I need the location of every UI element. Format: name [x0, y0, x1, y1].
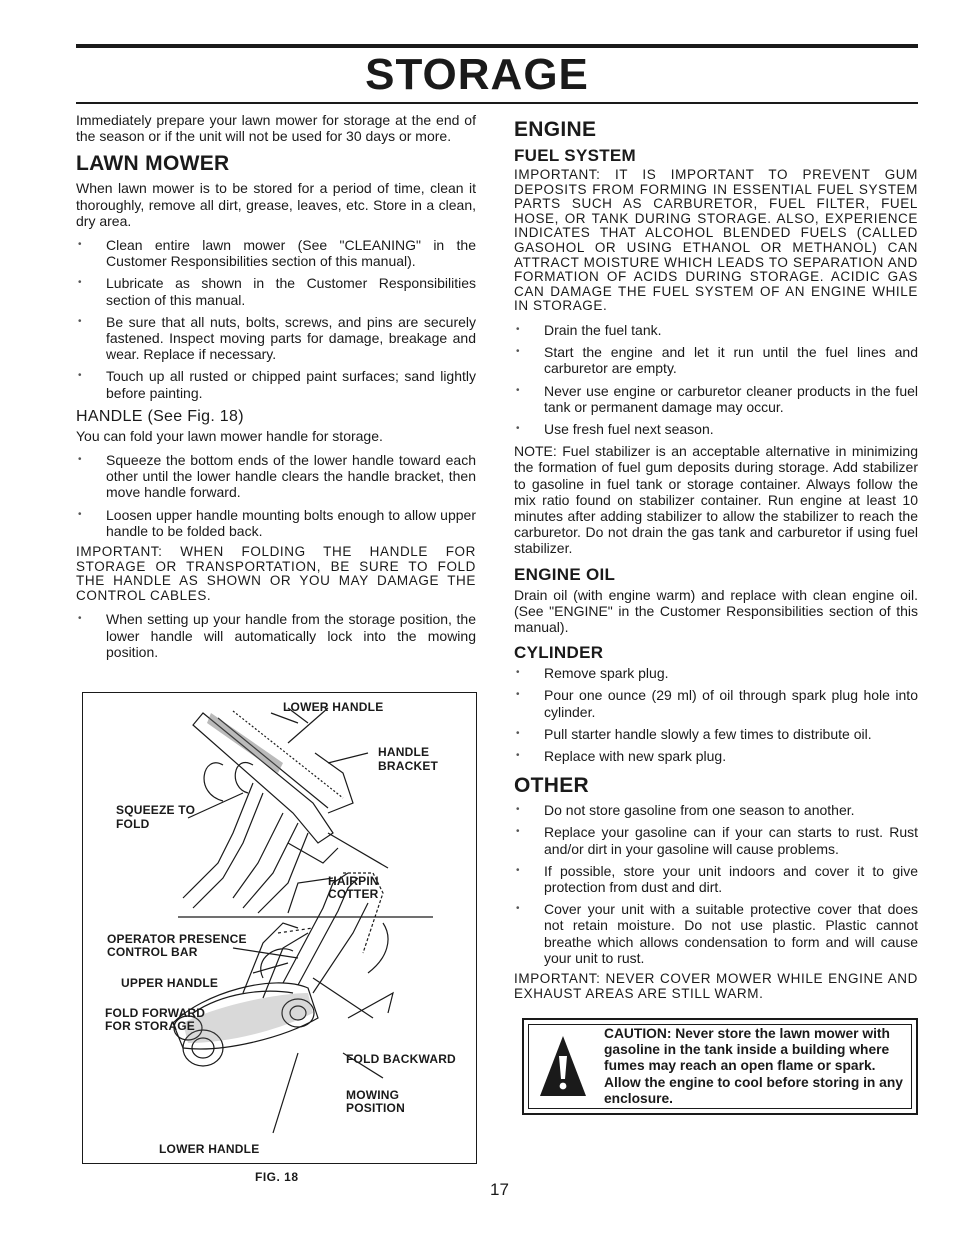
engine-oil-text: Drain oil (with engine warm) and replace with clean engine oil. (See "ENGINE" in the Customer Responsibilities section of this manual). — [514, 586, 918, 635]
figure-18 — [82, 692, 477, 1164]
handle-list-2 — [76, 611, 476, 660]
list-item: • Replace your gasoline can if your can starts to rust. Rust and/or dirt in your gasoline will cause problems. — [514, 824, 918, 856]
figure-caption: FIG. 18 — [255, 1170, 299, 1184]
list-item: • Do not store gasoline from one season to another. — [514, 802, 918, 818]
page-number: 17 — [490, 1180, 509, 1199]
label-fold-backward: FOLD BACKWARD — [346, 1052, 456, 1066]
cylinder-heading: CYLINDER — [514, 643, 604, 663]
handle-list — [76, 452, 476, 539]
list-item: • Lubricate as shown in the Customer Responsibilities section of this manual. — [76, 275, 476, 307]
handle-important: IMPORTANT: WHEN FOLDING THE HANDLE FOR STORAGE OR TRANSPORTATION, BE SURE TO FOLD THE HANDLE AS SHOWN OR YOU MAY DAMAGE THE CONTROL CABLES. — [76, 544, 476, 603]
list-item: • Replace with new spark plug. — [514, 748, 918, 764]
label-fold-forward-line1: FOLD FORWARD — [105, 1006, 206, 1020]
list-item: • Never use engine or carburetor cleaner products in the fuel tank or permanent damage may occur. — [514, 383, 918, 415]
lawn-mower-list — [76, 237, 476, 401]
warning-triangle-icon — [538, 1034, 588, 1098]
list-item: • Be sure that all nuts, bolts, screws, and pins are securely fastened. Inspect moving parts for damage, breakage and wear. Replace if necessary. — [76, 314, 476, 363]
intro-paragraph: Immediately prepare your lawn mower for storage at the end of the season or if the unit will not be used for 30 days or more. — [76, 112, 476, 145]
list-item: • Loosen upper handle mounting bolts enough to allow upper handle to be folded back. — [76, 507, 476, 539]
left-column — [76, 112, 476, 666]
list-item: • Remove spark plug. — [514, 665, 918, 681]
engine-heading: ENGINE — [514, 118, 597, 141]
label-lower-handle-top: LOWER HANDLE — [283, 700, 384, 714]
engine-oil-heading: ENGINE OIL — [514, 564, 616, 584]
label-upper-handle: UPPER HANDLE — [121, 976, 219, 990]
label-mowing-line1: MOWING — [346, 1088, 400, 1102]
list-item: • Squeeze the bottom ends of the lower handle toward each other until the lower handle clears the handle bracket, then move handle forward. — [76, 452, 476, 501]
fuel-system-list — [514, 322, 918, 437]
list-item: • If possible, store your unit indoors and cover it to give protection from dust and dirt. — [514, 863, 918, 895]
cylinder-list — [514, 665, 918, 764]
lawn-mower-heading: LAWN MOWER — [76, 152, 230, 176]
list-item: • Start the engine and let it run until the fuel lines and carburetor are empty. — [514, 344, 918, 376]
list-item: • Cover your unit with a suitable protective cover that does not retain moisture. Do not use plastic. Plastic cannot breathe which allows condensation to form and will cause your unit to rust. — [514, 901, 918, 966]
top-rule — [76, 44, 918, 48]
lawn-mower-text: When lawn mower is to be stored for a period of time, clean it thoroughly, remove all dirt, grease, leaves, etc. Store in a clean, dry area. — [76, 180, 476, 229]
list-item: • When setting up your handle from the storage position, the lower handle will automatically lock into the mowing position. — [76, 611, 476, 660]
list-item: • Pull starter handle slowly a few times to distribute oil. — [514, 726, 918, 742]
list-item: • Touch up all rusted or chipped paint surfaces; sand lightly before painting. — [76, 368, 476, 400]
other-list — [514, 802, 918, 966]
label-handle-bracket-line2: BRACKET — [378, 759, 439, 773]
right-column — [514, 112, 918, 1009]
label-hairpin-line1: HAIRPIN — [328, 874, 379, 888]
caution-text: CAUTION: Never store the lawn mower with gasoline in the tank inside a building where fumes may reach an open flame or spark. Allow the engine to cool before storing in any enclosure. — [604, 1026, 903, 1106]
list-item: • Clean entire lawn mower (See "CLEANING" in the Customer Responsibilities section of this manual). — [76, 237, 476, 269]
label-mowing-line2: POSITION — [346, 1101, 405, 1115]
other-important: IMPORTANT: NEVER COVER MOWER WHILE ENGINE AND EXHAUST AREAS ARE STILL WARM. — [514, 971, 918, 1001]
caution-box — [522, 1018, 918, 1115]
label-fold-forward-line2: FOR STORAGE — [105, 1019, 195, 1033]
list-item: • Pour one ounce (29 ml) of oil through spark plug hole into cylinder. — [514, 687, 918, 719]
label-opc-line2: CONTROL BAR — [107, 945, 198, 959]
label-squeeze-line1: SQUEEZE TO — [116, 803, 196, 817]
label-handle-bracket-line1: HANDLE — [378, 745, 430, 759]
list-item: • Drain the fuel tank. — [514, 322, 918, 338]
fuel-system-note: NOTE: Fuel stabilizer is an acceptable alternative in minimizing the formation of fuel gum deposits during storage. Add stabilizer to gasoline in fuel tank or storage container. Always follow the mix ratio found on stabilizer container. Run engine at least 10 minutes after adding stabilizer to allow the stabilizer to reach the carburetor. Do not drain the gas tank and carburetor if using fuel stabilizer. — [514, 443, 918, 557]
label-opc-line1: OPERATOR PRESENCE — [107, 932, 247, 946]
handle-heading: HANDLE (See Fig. 18) — [76, 407, 244, 425]
list-item: • Use fresh fuel next season. — [514, 421, 918, 437]
label-lower-handle-bottom: LOWER HANDLE — [159, 1142, 260, 1156]
title-rule — [76, 102, 918, 104]
fuel-system-heading: FUEL SYSTEM — [514, 146, 637, 165]
handle-text: You can fold your lawn mower handle for storage. — [76, 427, 383, 444]
other-heading: OTHER — [514, 774, 589, 798]
label-squeeze-line2: FOLD — [116, 817, 150, 831]
fuel-system-important: IMPORTANT: IT IS IMPORTANT TO PREVENT GUM DEPOSITS FROM FORMING IN ESSENTIAL FUEL SYSTEM PARTS SUCH AS CARBURETOR, FUEL FILTER, FUEL HOSE, OR TANK DURING STORAGE. ALSO, EXPERIENCE INDICATES THAT ALCOHOL BLENDED FUELS (CALLED GASOHOL OR USING ETHANOL OR METHANOL) CAN ATTRACT MOISTURE WHICH LEADS TO SEPARATION AND FORMATION OF ACIDS DURING STORAGE. ACIDIC GAS CAN DAMAGE THE FUEL SYSTEM OF AN ENGINE WHILE IN STORAGE. — [514, 167, 918, 314]
label-hairpin-line2: COTTER — [328, 887, 379, 901]
page-title: STORAGE — [365, 50, 589, 99]
